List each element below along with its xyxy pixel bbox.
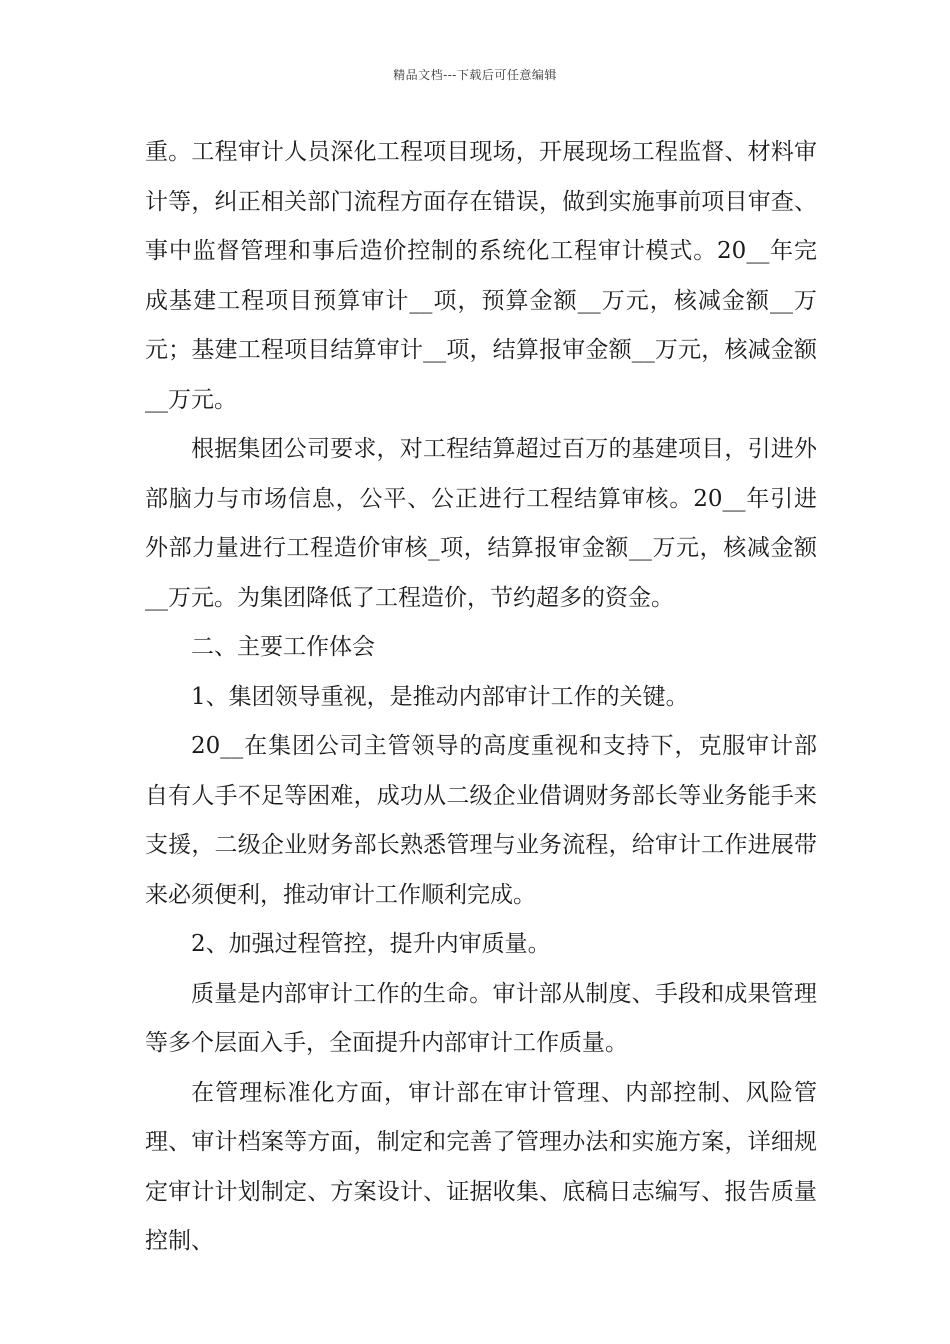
subheading-1: 1、集团领导重视，是推动内部审计工作的关键。 xyxy=(191,683,689,710)
page-header: 精品文档---下载后可任意编辑 xyxy=(393,68,557,82)
paragraph-3: 20__在集团公司主管领导的高度重视和支持下，克服审计部自有人手不足等困难，成功从二级企业借调财务部长等业务能手来支援，二级企业财务部长熟悉管理与业务流程，给审计工作进展带来必须便利，推动审计工作顺利完成。 xyxy=(145,733,817,908)
subheading-2: 2、加强过程管控，提升内审质量。 xyxy=(191,931,551,957)
paragraph-1: 重。工程审计人员深化工程项目现场，开展现场工程监督、材料审计等，纠正相关部门流程方面存在错误，做到实施事前项目审查、事中监督管理和事后造价控制的系统化工程审计模式。20__年完成基建工程项目预算审计__项，预算金额__万元，核减金额__万元；基建工程项目结算审计__项，结算报审金额__万元，核减金额__万元。 xyxy=(145,139,817,413)
paragraph-5: 在管理标准化方面，审计部在审计管理、内部控制、风险管理、审计档案等方面，制定和完善了管理办法和实施方案，详细规定审计计划制定、方案设计、证据收集、底稿日志编写、报告质量控制、 xyxy=(145,1079,817,1254)
section-heading: 二、主要工作体会 xyxy=(191,634,375,660)
paragraph-2: 根据集团公司要求，对工程结算超过百万的基建项目，引进外部脑力与市场信息，公平、公正进行工程结算审核。20__年引进外部力量进行工程造价审核_项，结算报审金额__万元，核减金额__万元。为集团降低了工程造价，节约超多的资金。 xyxy=(145,436,817,611)
paragraph-4: 质量是内部审计工作的生命。审计部从制度、手段和成果管理等多个层面入手，全面提升内部审计工作质量。 xyxy=(145,980,817,1056)
document-body xyxy=(145,128,817,1267)
